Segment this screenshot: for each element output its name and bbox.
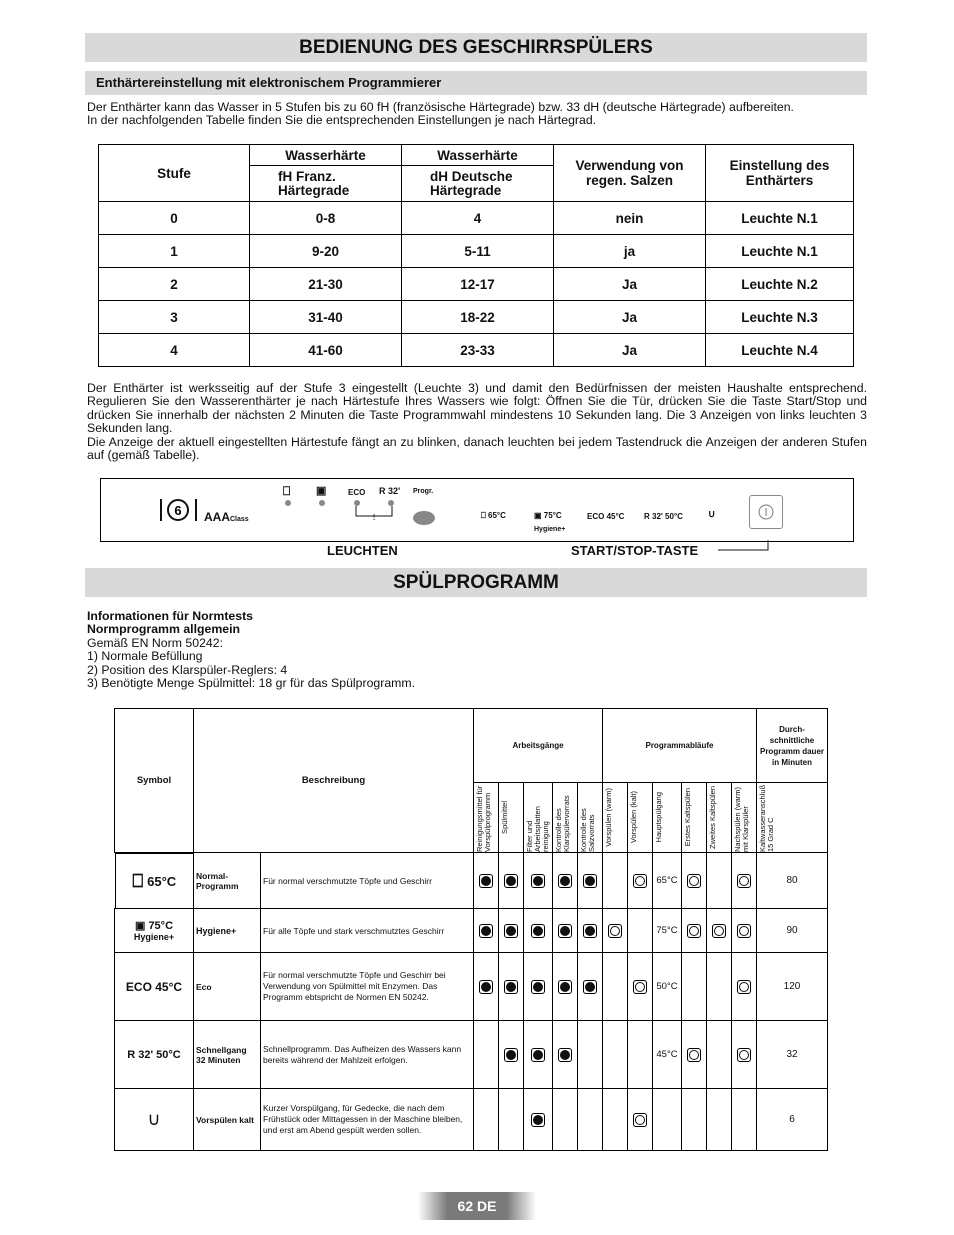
cell: 31-40	[250, 301, 402, 334]
cell: ja	[554, 235, 706, 268]
col-header	[554, 145, 706, 202]
col-label: Kaltwasseranschluß 15 Grad C	[758, 784, 775, 852]
intro-text	[87, 101, 867, 128]
section-title: SPÜLPROGRAMM	[85, 568, 867, 597]
prog-65-temp: 65°C	[488, 511, 506, 520]
program-desc: Für normal verschmutzte Töpfe und Geschirr bei Verwendung von Spülmittel mit Enzymen. Das Programm ebtspricht de Normen EN 50242.	[261, 953, 474, 1021]
table-row	[99, 235, 854, 268]
prog-65-label: ⎕ 65°C	[481, 511, 506, 520]
cell	[628, 853, 653, 909]
prog-eco-temp: 45°C	[606, 512, 625, 521]
norm-info-line: Normprogramm allgemein	[87, 622, 241, 637]
col-header	[757, 709, 828, 783]
cell	[578, 853, 603, 909]
cell	[707, 909, 732, 953]
program-desc: Für alle Töpfe und stark verschmutztes Geschirr	[261, 909, 474, 953]
cell: Leuchte N.3	[706, 301, 854, 334]
cell: Leuchte N.1	[706, 202, 854, 235]
col-label: Hauptspülgang	[654, 792, 663, 843]
cell: 5-11	[402, 235, 554, 268]
col-label: Vorspülen (warm)	[604, 788, 613, 847]
energy-class-label: Class	[230, 516, 249, 523]
quick-time: 32'	[388, 486, 401, 496]
cell	[707, 1021, 732, 1089]
col-header	[499, 783, 524, 853]
prog-quick-temp: 50°C	[665, 512, 683, 521]
cell	[628, 1089, 653, 1151]
prog-75-label: ▣ 75°C	[534, 511, 562, 520]
cell	[553, 953, 578, 1021]
cell: 21-30	[250, 268, 402, 301]
cell: Ja	[554, 301, 706, 334]
ring-dot	[687, 874, 701, 888]
cell	[474, 1021, 499, 1089]
cell: Ja	[554, 268, 706, 301]
program-desc: Schnellprogramm. Das Aufheizen des Wassers kann bereits während der Mahlzeit erfolgen.	[261, 1021, 474, 1089]
cell	[732, 1089, 757, 1151]
cell	[732, 853, 757, 909]
program-row	[115, 1021, 828, 1089]
prog-quick-time: 32'	[652, 512, 663, 521]
cell: 0-8	[250, 202, 402, 235]
cell	[603, 1089, 628, 1151]
col-header	[115, 709, 194, 853]
cell	[603, 909, 628, 953]
table-row	[99, 268, 854, 301]
col-header	[578, 783, 603, 853]
filled-dot	[504, 924, 518, 938]
prerinse-icon: ∪	[708, 509, 716, 520]
ring-dot	[712, 924, 726, 938]
symbol-cell	[115, 1089, 194, 1151]
prog-eco-label	[587, 512, 624, 521]
filled-dot	[479, 924, 493, 938]
program-row	[115, 1089, 828, 1151]
col-header	[653, 783, 682, 853]
section-title: BEDIENUNG DES GESCHIRRSPÜLERS	[85, 33, 867, 62]
col-header-desc: Beschreibung	[301, 775, 366, 786]
cell	[682, 1021, 707, 1089]
col-group-sequence: Programmabläufe	[645, 741, 714, 750]
start-stop-button[interactable]	[749, 495, 783, 529]
cell	[524, 1089, 553, 1151]
col-header	[474, 709, 603, 783]
filled-dot	[504, 1048, 518, 1062]
normal-pot-icon: ⎕	[132, 870, 144, 891]
start-stop-label: START/STOP-TASTE	[571, 543, 699, 558]
cell	[524, 909, 553, 953]
col-header-text: fH Franz. Härtegrade	[278, 168, 350, 198]
cell: Leuchte N.2	[706, 268, 854, 301]
col-header: Wasserhärte	[402, 145, 554, 166]
cell	[474, 909, 499, 953]
symbol-cell	[115, 853, 194, 908]
duration-cell: 80	[757, 853, 828, 909]
col-header	[682, 783, 707, 853]
cell: 1	[99, 235, 250, 268]
col-label: Zweites Kaltspülen	[708, 786, 717, 849]
cell	[499, 953, 524, 1021]
hygiene-pot-icon: ▣	[316, 485, 327, 497]
intro-line: Der Enthärter kann das Wasser in 5 Stufen bis zu 60 fH (französische Härtegrade) bzw. 33 dH (deutsche Härtegrade) aufbereiten.	[87, 100, 794, 114]
col-header	[524, 783, 553, 853]
col-header	[603, 709, 757, 783]
cell	[474, 853, 499, 909]
cell	[553, 1089, 578, 1151]
cell: 75°C	[653, 909, 682, 953]
ring-dot	[687, 924, 701, 938]
program-name: Normal-Programm	[194, 853, 261, 909]
filled-dot	[531, 924, 545, 938]
ring-dot	[633, 980, 647, 994]
filled-dot	[558, 1048, 572, 1062]
norm-info-line: 1) Normale Befüllung	[87, 649, 203, 664]
ring-dot	[633, 874, 647, 888]
subsection-title: Enthärtereinstellung mit elektronischem Programmierer	[85, 71, 867, 95]
cell	[499, 1021, 524, 1089]
filled-dot	[558, 874, 572, 888]
col-header	[732, 783, 757, 853]
program-row	[115, 853, 828, 909]
progr-label: Progr.	[413, 488, 434, 495]
cell	[553, 853, 578, 909]
symbol-cell: R 32' 50°C	[115, 1021, 194, 1089]
cell	[628, 953, 653, 1021]
cell	[524, 1021, 553, 1089]
cell: Leuchte N.1	[706, 235, 854, 268]
filled-dot	[531, 1113, 545, 1127]
symbol-cell	[115, 909, 194, 953]
leuchten-label: LEUCHTEN	[327, 543, 398, 558]
program-name: Hygiene+	[194, 909, 261, 953]
cell	[682, 909, 707, 953]
hardness-table	[98, 144, 854, 367]
cell	[732, 909, 757, 953]
col-label: Kontrolle des Klarspülervorrats	[554, 794, 571, 852]
duration-cell: 6	[757, 1089, 828, 1151]
program-row	[115, 953, 828, 1021]
intro-line: In der nachfolgenden Tabelle finden Sie die entsprechenden Einstellungen je nach Härtegrad.	[87, 113, 597, 128]
cell: 9-20	[250, 235, 402, 268]
cell	[553, 1021, 578, 1089]
cell	[682, 953, 707, 1021]
cell	[653, 1089, 682, 1151]
page-number: 62 DE	[418, 1192, 536, 1220]
filled-dot	[531, 1048, 545, 1062]
filled-dot	[558, 980, 572, 994]
cell	[524, 953, 553, 1021]
cell	[732, 953, 757, 1021]
program-select-button[interactable]	[413, 511, 435, 525]
symbol-line: ▣ 75°C	[134, 920, 174, 932]
col-label: Spülmittel	[500, 801, 509, 834]
cell	[578, 1021, 603, 1089]
ring-dot	[737, 874, 751, 888]
cell	[603, 1021, 628, 1089]
col-header	[474, 783, 499, 853]
table-row	[99, 301, 854, 334]
col-header-duration: Durch-schnittliche Programm dauer in Minuten	[759, 724, 825, 767]
info-icon	[750, 496, 782, 528]
col-label: Kontrolle des Salzvorrats	[579, 807, 596, 852]
cell: 3	[99, 301, 250, 334]
ring-dot	[687, 1048, 701, 1062]
duration-cell: 32	[757, 1021, 828, 1089]
norm-info	[87, 610, 687, 690]
cell	[499, 853, 524, 909]
settings-text	[87, 382, 867, 462]
col-header	[706, 145, 854, 202]
filled-dot	[558, 924, 572, 938]
col-label: Erstes Kaltspülen	[683, 788, 692, 847]
prerinse-icon: ∪	[147, 1109, 161, 1129]
ring-dot	[608, 924, 622, 938]
cell: 45°C	[653, 1021, 682, 1089]
indicator-led	[319, 500, 325, 506]
settings-para: Der Enthärter ist werksseitig auf der Stufe 3 eingestellt (Leuchte 3) und damit den Bedürfnissen der meisten Haushalte entsprechend. Regulieren Sie den Wasserenthärter je nach Härtestufe Ihres Wassers wie folgt: Öffnen Sie die Tür, drücken Sie die Taste Start/Stop und drücken Sie innerhalb der nächsten 2 Minuten die Taste Programmwahl mindestens 10 Sekunden lang. Die 3 Anzeigen von links leuchten 3 Sekunden lang.	[87, 381, 867, 436]
col-label: Reinigungsmittel für Vorspülprogramm	[475, 785, 492, 852]
cell: 12-17	[402, 268, 554, 301]
norm-info-line: Informationen für Normtests	[87, 609, 254, 623]
cell: Ja	[554, 334, 706, 367]
cell	[628, 1021, 653, 1089]
ring-dot	[737, 1048, 751, 1062]
prog-75-temp: 75°C	[543, 511, 562, 520]
cell: 4	[99, 334, 250, 367]
ring-dot	[737, 924, 751, 938]
prog-quick-label: R 32' 50°C	[644, 512, 683, 521]
col-header-symbol: Symbol	[136, 775, 172, 786]
filled-dot	[531, 980, 545, 994]
table-row	[99, 202, 854, 235]
cell: 2	[99, 268, 250, 301]
svg-text:6: 6	[174, 503, 182, 518]
cell: nein	[554, 202, 706, 235]
col-header: Wasserhärte	[250, 145, 402, 166]
duration-cell: 120	[757, 953, 828, 1021]
cell	[732, 1021, 757, 1089]
energy-class-aaa: AAA	[204, 510, 230, 524]
cell	[628, 909, 653, 953]
cell	[707, 953, 732, 1021]
col-group-work: Arbeitsgänge	[512, 741, 564, 750]
ring-dot	[633, 1113, 647, 1127]
program-name: Eco	[194, 953, 261, 1021]
cell	[474, 953, 499, 1021]
col-header	[402, 166, 554, 202]
indicator-led	[285, 500, 291, 506]
cell	[474, 1089, 499, 1151]
col-label: Filter und Arbeitsplatten reinigung	[525, 805, 550, 852]
cell: 41-60	[250, 334, 402, 367]
program-table	[114, 708, 828, 1151]
energy-class	[204, 510, 249, 524]
col-label: Vorspülen (kalt)	[629, 791, 638, 844]
program-desc: Für normal verschmutzte Töpfe und Geschirr	[261, 853, 474, 909]
col-header	[757, 783, 828, 853]
filled-dot	[531, 874, 545, 888]
symbol-text: 32' 50°C	[138, 1048, 181, 1061]
svg-text:⫶: ⫶	[373, 513, 375, 522]
cell	[682, 853, 707, 909]
prerinse-bracket	[353, 506, 395, 522]
normal-pot-icon: ⎕	[283, 484, 291, 498]
filled-dot	[479, 980, 493, 994]
col-header: Stufe	[99, 145, 250, 202]
cell	[499, 1089, 524, 1151]
cell: 23-33	[402, 334, 554, 367]
col-header-text: dH Deutsche Härtegrade	[430, 168, 513, 198]
col-header	[628, 783, 653, 853]
col-header	[553, 783, 578, 853]
cell	[553, 909, 578, 953]
col-header	[250, 166, 402, 202]
filled-dot	[504, 874, 518, 888]
cell	[603, 853, 628, 909]
cell: 65°C	[653, 853, 682, 909]
cell	[499, 909, 524, 953]
norm-info-line: 2) Position des Klarspüler-Reglers: 4	[87, 662, 288, 677]
cell	[578, 1089, 603, 1151]
cell: 50°C	[653, 953, 682, 1021]
filled-dot	[583, 924, 597, 938]
cell	[707, 853, 732, 909]
symbol-cell: ECO 45°C	[115, 953, 194, 1021]
program-name: Schnellgang 32 Minuten	[194, 1021, 261, 1089]
cell: 4	[402, 202, 554, 235]
prog-eco-text: ECO	[587, 512, 605, 521]
symbol-text: 65°C	[147, 873, 177, 889]
filled-dot	[479, 874, 493, 888]
duration-cell: 90	[757, 909, 828, 953]
program-name: Vorspülen kalt	[194, 1089, 261, 1151]
col-label: Nachspülen (warm) mit Klarspüler	[733, 786, 750, 852]
program-row	[115, 909, 828, 953]
norm-info-line: 3) Benötigte Menge Spülmittel: 18 gr für das Spülprogramm.	[87, 676, 416, 691]
table-row	[99, 334, 854, 367]
cell	[603, 953, 628, 1021]
filled-dot	[583, 874, 597, 888]
norm-info-line: Gemäß EN Norm 50242:	[87, 635, 223, 650]
eco-label: ECO	[348, 488, 366, 497]
cell	[578, 909, 603, 953]
quick-label: R 32'	[379, 486, 401, 496]
cell: Leuchte N.4	[706, 334, 854, 367]
col-header-text: Einstellung des Enthärters	[729, 158, 830, 188]
cell: 0	[99, 202, 250, 235]
symbol-text: 75°C	[148, 920, 174, 932]
cell	[682, 1089, 707, 1151]
cell	[578, 953, 603, 1021]
col-header-text: Verwendung von regen. Salzen	[575, 158, 684, 188]
col-header	[707, 783, 732, 853]
symbol-subtext: Hygiene+	[133, 932, 175, 942]
col-header	[603, 783, 628, 853]
filled-dot	[583, 980, 597, 994]
cell	[707, 1089, 732, 1151]
filled-dot	[504, 980, 518, 994]
settings-para: Die Anzeige der aktuell eingestellten Härtestufe fängt an zu blinken, danach leuchten bei jedem Tastendruck die Anzeigen der anderen Stufen auf (gemäß Tabelle).	[87, 434, 867, 463]
callout-line	[718, 540, 772, 552]
place-setting-icon	[158, 497, 200, 523]
cell: 18-22	[402, 301, 554, 334]
hygiene-label: Hygiene+	[534, 526, 566, 533]
ring-dot	[737, 980, 751, 994]
cell	[524, 853, 553, 909]
control-panel	[100, 478, 854, 542]
col-header	[194, 709, 474, 853]
program-desc: Kurzer Vorspülgang, für Gedecke, die nach dem Frühstück oder Mittagessen in der Maschine bleiben, und erst am Abend gespült werden sollen.	[261, 1089, 474, 1151]
